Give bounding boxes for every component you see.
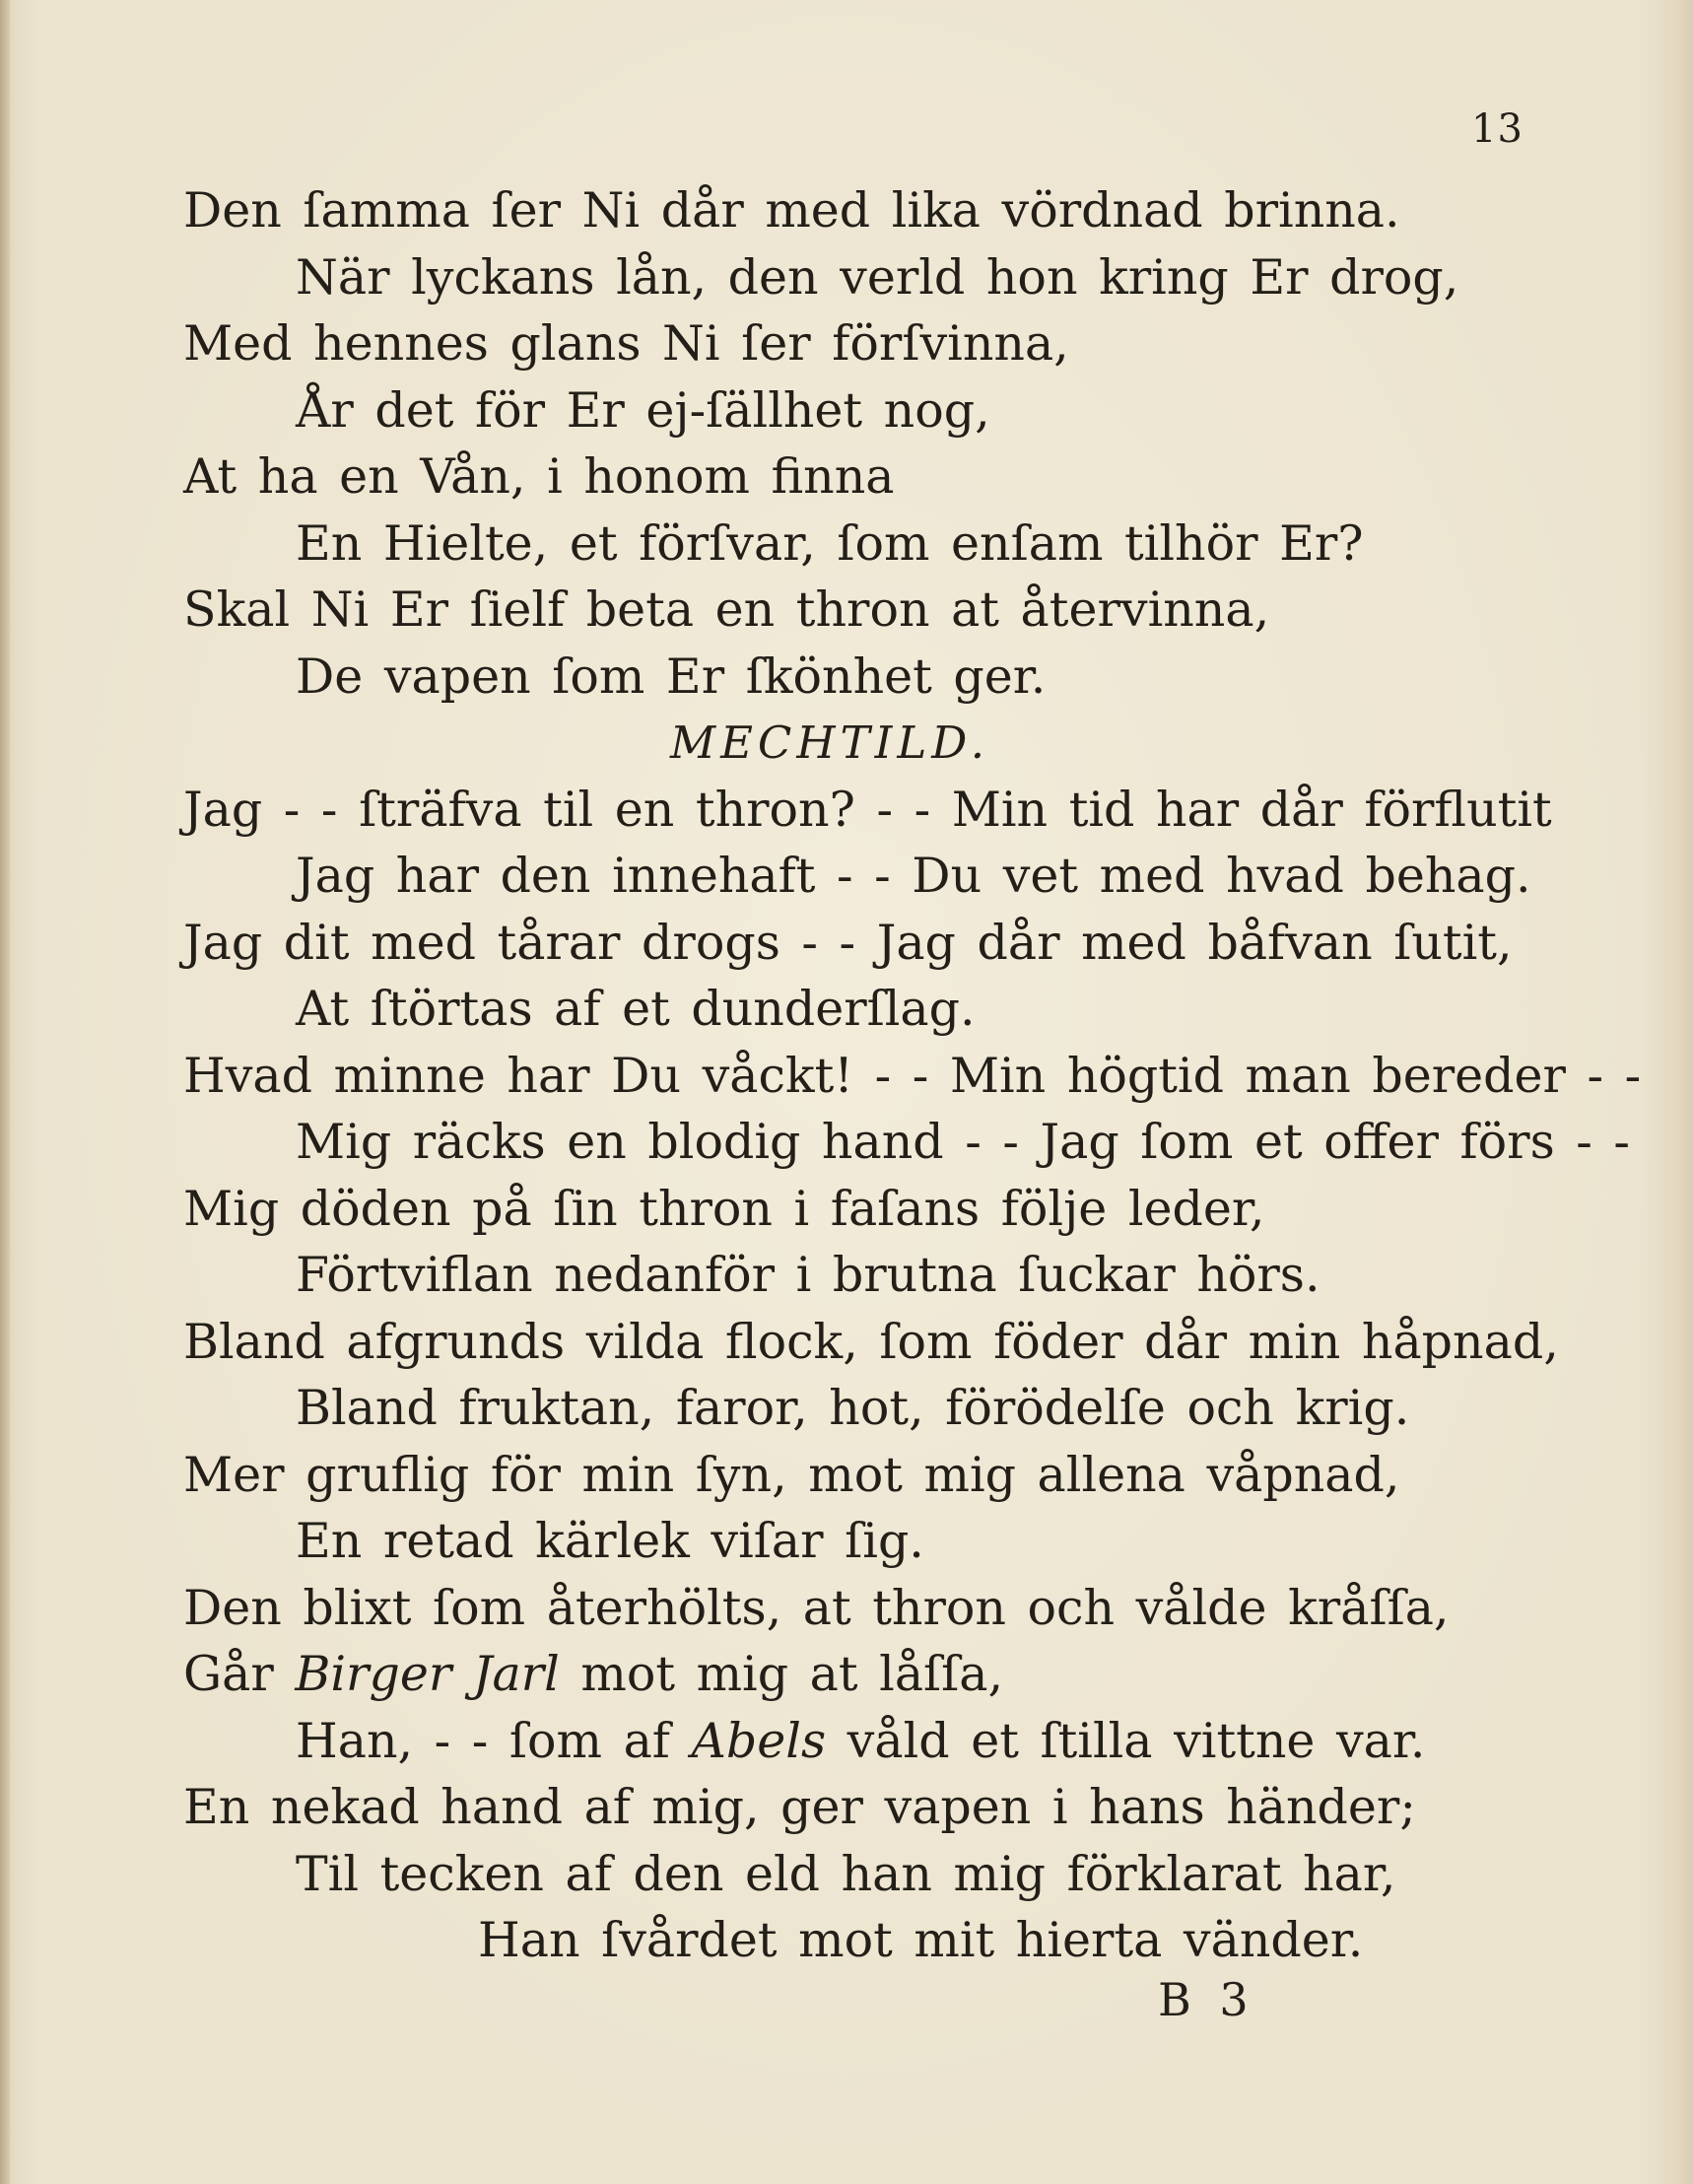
verse-line: År det för Er ej-ſällhet nog, [296,381,990,439]
verse-line: De vapen ſom Er ſkönhet ger. [296,648,1047,705]
line-segment: Han, - - ſom af [296,1712,692,1769]
signature-mark: B 3 [1158,1973,1249,2026]
italic-name: Birger Jarl [295,1646,560,1702]
verse-line: Hvad minne har Du våckt! - - Min högtid man bereder - - [183,1047,1642,1104]
line-segment: våld et ſtilla vittne var. [826,1712,1426,1769]
verse-line: Skal Ni Er ſielf beta en thron at återvinna, [183,581,1270,638]
verse-line: En nekad hand af mig, ger vapen i hans händer; [183,1779,1416,1835]
verse-line: En Hielte, et förſvar, ſom enſam tilhör Er? [296,514,1364,572]
verse-line: Mig döden på ſin thron i faſans följe leder, [183,1180,1265,1237]
speaker-heading: MECHTILD. [670,717,990,769]
verse-line: Jag - - ſträfva til en thron? - - Min tid har dår förflutit [183,781,1552,838]
verse-line: At ſtörtas af et dunderſlag. [296,981,976,1037]
verse-line: Han ſvårdet mot mit hierta vänder. [478,1912,1364,1968]
verse-line: Bland fruktan, faror, hot, förödelſe och krig. [296,1380,1410,1436]
verse-line: Jag dit med tårar drogs - - Jag dår med båfvan ſutit, [183,914,1513,971]
verse-block [0,177,1693,1974]
verse-line: Til tecken af den eld han mig förklarat har, [296,1845,1396,1902]
verse-line [0,1708,1693,1775]
verse-line: At ha en Vån, i honom finna [183,448,895,505]
line-segment: Går [183,1646,296,1702]
verse-line: En retad kärlek viſar ſig. [296,1513,924,1569]
verse-line: Jag har den innehaft - - Du vet med hvad behag. [296,848,1531,904]
line-segment: mot mig at låſſa, [559,1646,1004,1702]
verse-line: Den ſamma ſer Ni dår med lika vördnad brinna. [183,182,1400,239]
verse-line: Förtviflan nedanför i brutna ſuckar hörs. [296,1247,1321,1303]
verse-line: Den blixt ſom återhölts, at thron och vålde kråſſa, [183,1579,1450,1636]
verse-line: Med hennes glans Ni ſer förſvinna, [183,315,1069,372]
verse-line: När lyckans lån, den verld hon kring Er drog, [296,248,1459,306]
verse-line: Bland afgrunds vilda flock, ſom föder dår min håpnad, [183,1313,1559,1370]
page-number: 13 [1471,106,1524,152]
verse-line: Mer gruflig för min ſyn, mot mig allena våpnad, [183,1446,1400,1503]
verse-line [0,1641,1693,1708]
italic-name: Abels [691,1712,827,1769]
verse-line: Mig räcks en blodig hand - - Jag ſom et offer förs - - [296,1114,1630,1170]
